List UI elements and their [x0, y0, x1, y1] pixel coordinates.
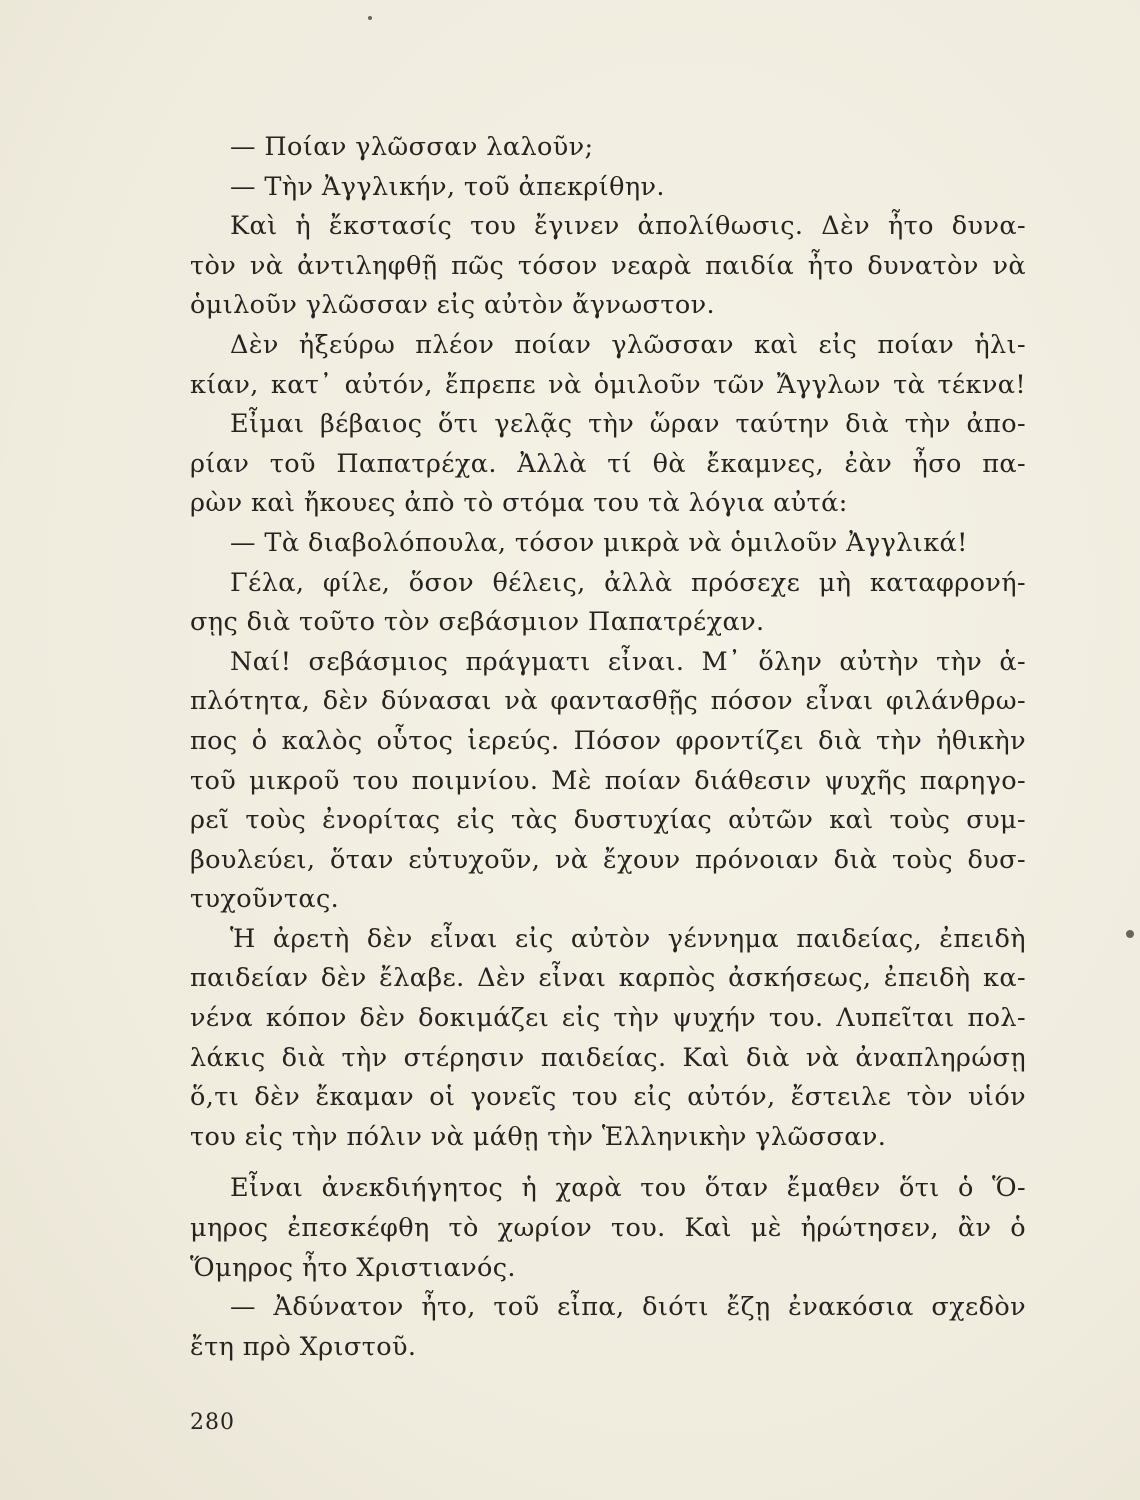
text-line: — Ἀδύνατον ἦτο, τοῦ εἶπα, διότι ἔζῃ ἐνακόσια σχεδὸν	[230, 1292, 1026, 1323]
text-line: πος ὁ καλὸς οὗτος ἱερεύς. Πόσον φροντίζει διὰ τὴν ἠθικὴν	[190, 725, 1026, 756]
text-line: του εἰς τὴν πόλιν νὰ μάθῃ τὴν Ἑλληνικὴν γλῶσσαν.	[190, 1121, 887, 1152]
text-line: βουλεύει, ὅταν εὐτυχοῦν, νὰ ἔχουν πρόνοιαν διὰ τοὺς δυσ-	[190, 844, 1026, 875]
text-line: ρὼν καὶ ἤκουες ἀπὸ τὸ στόμα του τὰ λόγια αὐτά:	[190, 488, 848, 519]
text-line: — Ποίαν γλῶσσαν λαλοῦν;	[230, 132, 594, 162]
text-line: σῃς διὰ τοῦτο τὸν σεβάσμιον Παπατρέχαν.	[190, 607, 765, 638]
text-line: Εἶναι ἀνεκδιήγητος ἡ χαρὰ του ὅταν ἔμαθεν ὅτι ὁ Ὅ-	[230, 1173, 1026, 1204]
text-line: ὁμιλοῦν γλῶσσαν εἰς αὐτὸν ἄγνωστον.	[190, 290, 715, 321]
text-line: τὸν νὰ ἀντιληφθῇ πῶς τόσον νεαρὰ παιδία ἦτο δυνατὸν νὰ	[190, 250, 1026, 281]
ink-speck	[1126, 930, 1134, 938]
text-line: ὅ,τι δὲν ἔκαμαν οἱ γονεῖς του εἰς αὐτόν, ἔστειλε τὸν υἱόν	[190, 1082, 1026, 1113]
text-line: ρεῖ τοὺς ἐνορίτας εἰς τὰς δυστυχίας αὐτῶν καὶ τοὺς συμ-	[190, 805, 1026, 836]
text-line: τοῦ μικροῦ του ποιμνίου. Μὲ ποίαν διάθεσιν ψυχῆς παρηγο-	[190, 765, 1026, 796]
text-line: Ναί! σεβάσμιος πράγματι εἶναι. Μ᾽ ὅλην αὐτὴν τὴν ἁ-	[230, 646, 1026, 677]
text-line: κίαν, κατ᾽ αὐτόν, ἔπρεπε νὰ ὁμιλοῦν τῶν Ἄγγλων τὰ τέκνα!	[190, 369, 1026, 400]
text-line: τυχοῦντας.	[190, 884, 340, 915]
text-line: — Τὰ διαβολόπουλα, τόσον μικρὰ νὰ ὁμιλοῦν Ἀγγλικά!	[230, 527, 968, 558]
page-number: 280	[190, 1410, 235, 1435]
ink-speck	[368, 16, 372, 20]
text-line: — Τὴν Ἀγγλικήν, τοῦ ἀπεκρίθην.	[230, 171, 665, 202]
text-line: Δὲν ἠξεύρω πλέον ποίαν γλῶσσαν καὶ εἰς ποίαν ἡλι-	[230, 329, 1026, 360]
text-line: παιδείαν δὲν ἔλαβε. Δὲν εἶναι καρπὸς ἀσκήσεως, ἐπειδὴ κα-	[190, 963, 1026, 994]
text-line: Καὶ ἡ ἔκστασίς του ἔγινεν ἀπολίθωσις. Δὲν ἦτο δυνα-	[230, 211, 1026, 242]
text-line: Εἶμαι βέβαιος ὅτι γελᾷς τὴν ὥραν ταύτην διὰ τὴν ἀπο-	[230, 409, 1026, 440]
text-line: νένα κόπον δὲν δοκιμάζει εἰς τὴν ψυχήν του. Λυπεῖται πολ-	[190, 1003, 1026, 1034]
text-line: Ὅμηρος ἦτο Χριστιανός.	[190, 1252, 516, 1283]
text-line: πλότητα, δὲν δύνασαι νὰ φαντασθῇς πόσον εἶναι φιλάνθρω-	[190, 686, 1026, 717]
text-line: μηρος ἐπεσκέφθη τὸ χωρίον του. Καὶ μὲ ἠρώτησεν, ἂν ὁ	[190, 1213, 1026, 1244]
text-line: ρίαν τοῦ Παπατρέχα. Ἀλλὰ τί θὰ ἔκαμνες, ἐὰν ἦσο πα-	[190, 448, 1026, 479]
text-line: Ἡ ἀρετὴ δὲν εἶναι εἰς αὐτὸν γέννημα παιδείας, ἐπειδὴ	[230, 923, 1026, 954]
text-line: λάκις διὰ τὴν στέρησιν παιδείας. Καὶ διὰ νὰ ἀναπληρώσῃ	[190, 1042, 1026, 1073]
text-line: Γέλα, φίλε, ὅσον θέλεις, ἀλλὰ πρόσεχε μὴ καταφρονή-	[230, 567, 1026, 598]
body-text	[190, 128, 1026, 1367]
text-line: ἔτη πρὸ Χριστοῦ.	[190, 1331, 417, 1362]
